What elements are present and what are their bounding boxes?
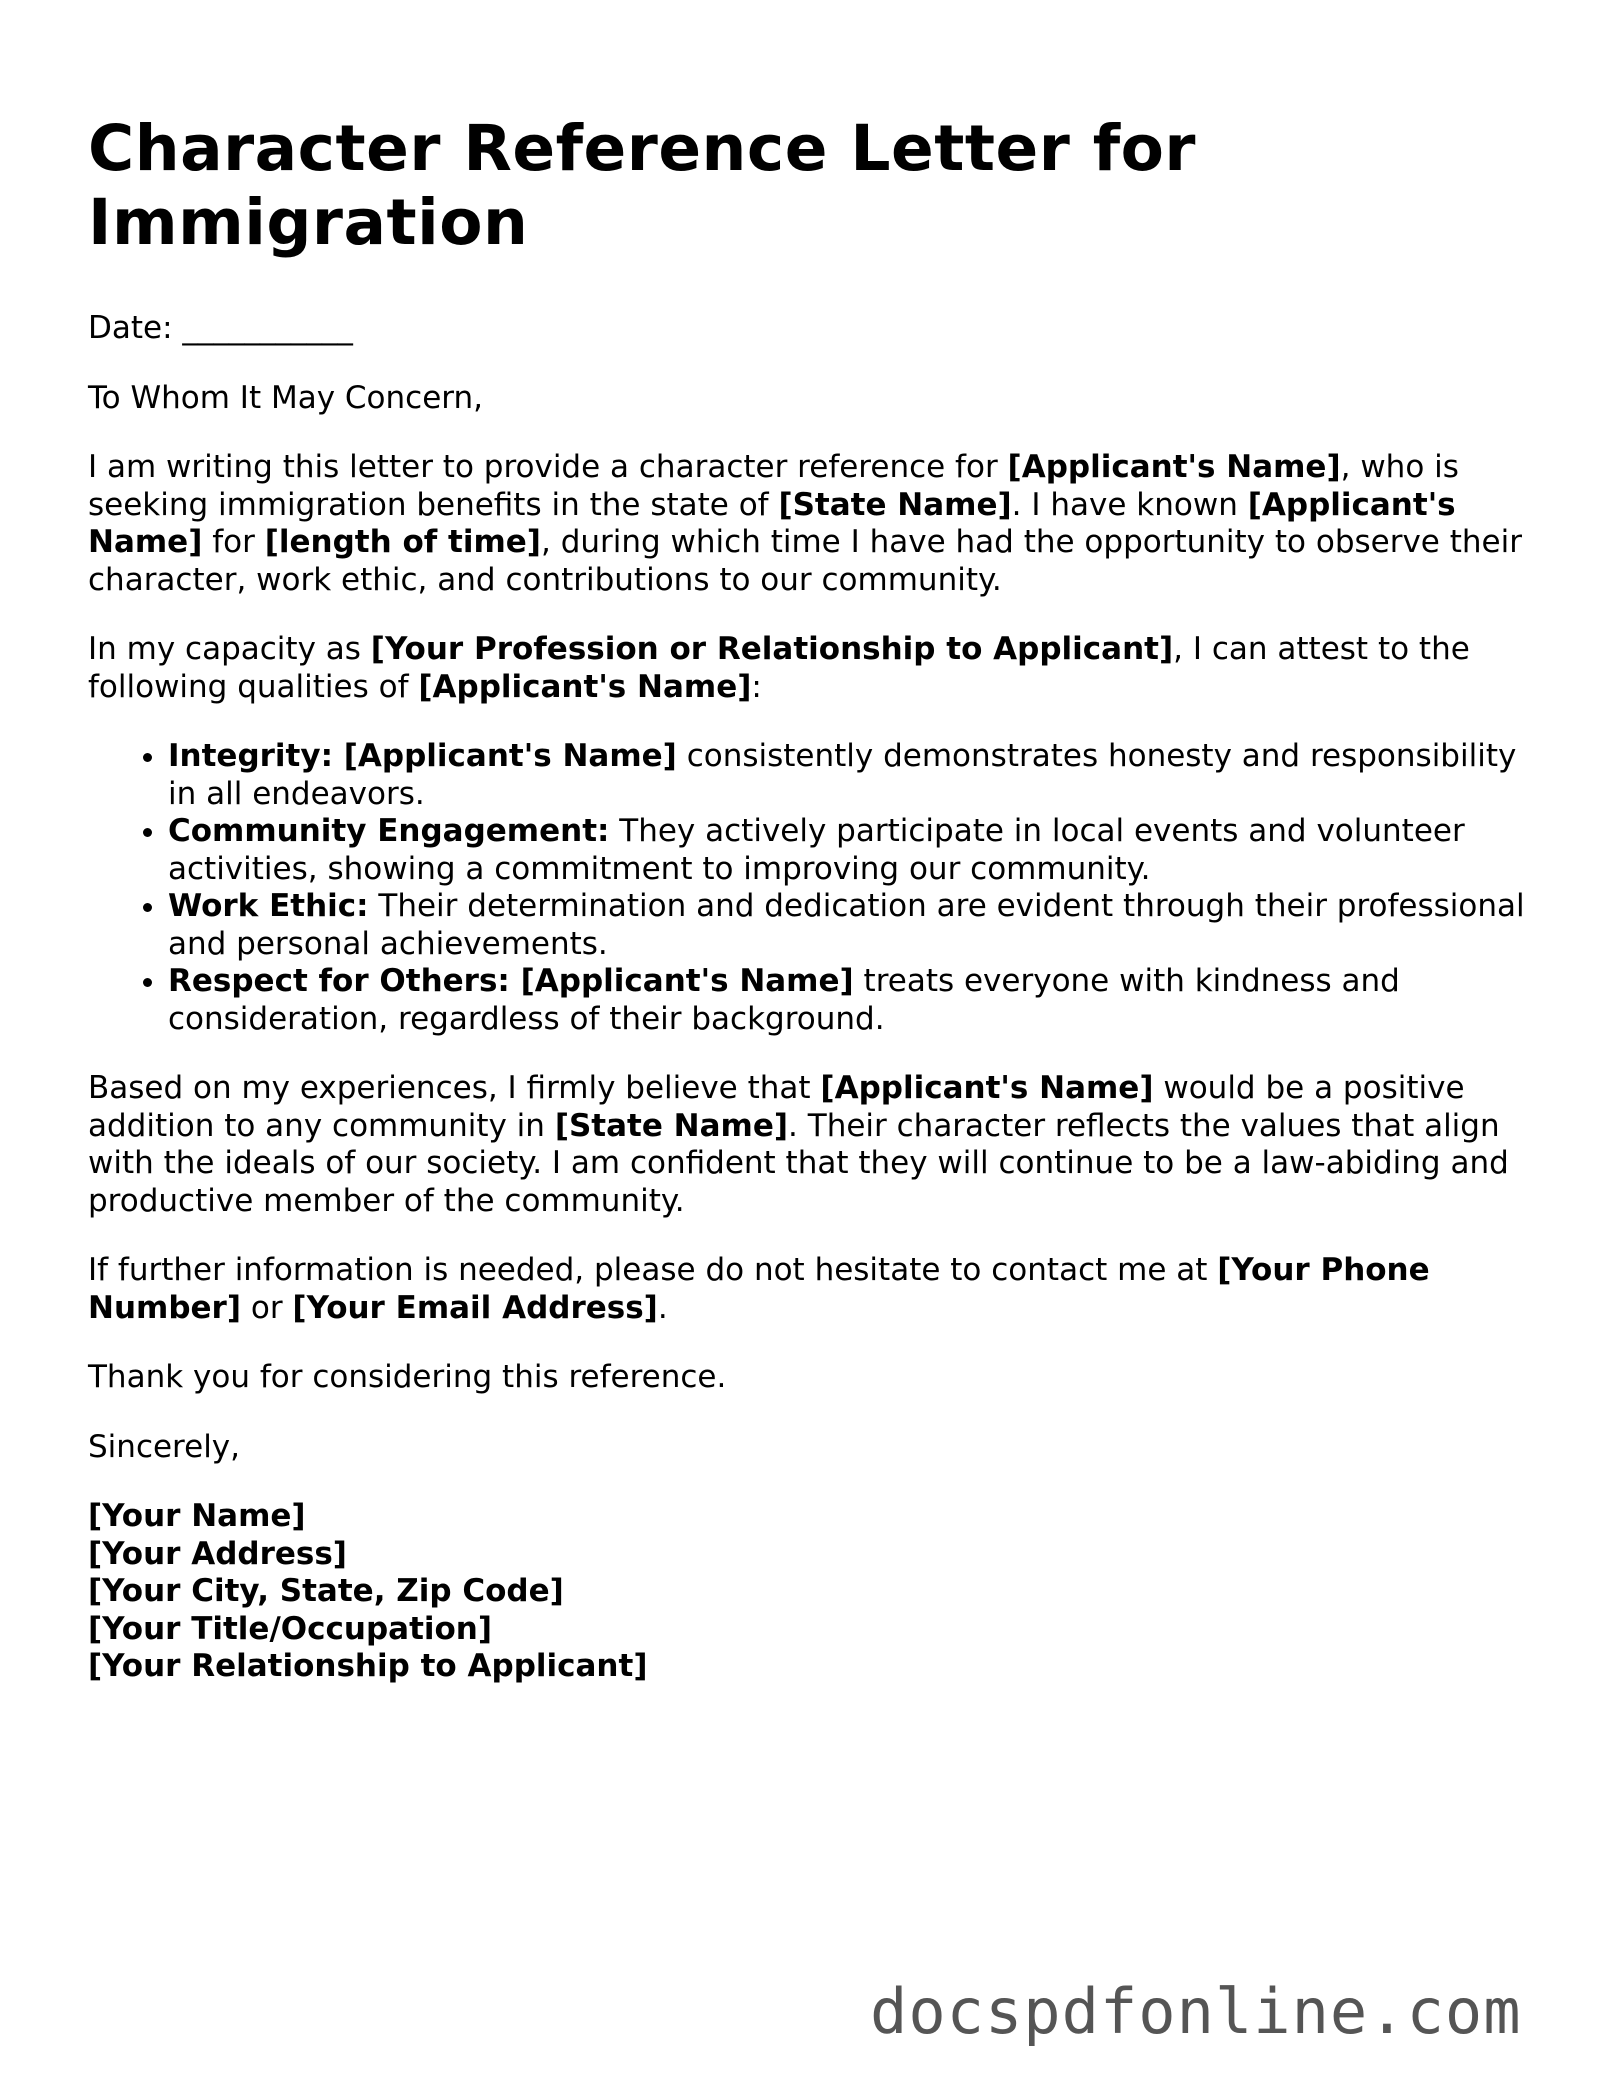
capacity-paragraph: In my capacity as [Your Profession or Relationship to Applicant], I can attest to the following qualities of [Applicant's Name]: xyxy=(88,631,1470,705)
closing-line: Sincerely, xyxy=(88,1428,241,1465)
placeholder-applicant-name: [Applicant's Name] xyxy=(88,486,1456,560)
qualities-list xyxy=(88,738,1528,1038)
letter-document xyxy=(88,112,1528,1686)
thanks-line: Thank you for considering this reference. xyxy=(88,1359,727,1395)
placeholder-state-name: [State Name] xyxy=(778,486,1012,523)
placeholder-length-of-time: [length of time] xyxy=(264,524,541,560)
signature-relationship: [Your Relationship to Applicant] xyxy=(88,1648,648,1684)
signature-city-state-zip: [Your City, State, Zip Code] xyxy=(88,1573,564,1609)
signature-name: [Your Name] xyxy=(88,1498,306,1534)
placeholder-profession: [Your Profession or Relationship to Applicant] xyxy=(370,631,1174,667)
placeholder-state-name: [State Name] xyxy=(554,1107,789,1144)
signature-block xyxy=(88,1498,1528,1686)
list-item: • Respect for Others: [Applicant's Name] treats everyone with kindness and consideration, regardless of their background. xyxy=(168,963,1528,1038)
list-item: • Integrity: [Applicant's Name] consistently demonstrates honesty and responsibility in all endeavors. xyxy=(168,738,1528,813)
placeholder-applicant-name: [Applicant's Name] xyxy=(418,668,752,705)
page-title: Character Reference Letter for Immigration xyxy=(88,112,1196,259)
intro-paragraph: I am writing this letter to provide a character reference for [Applicant's Name], who is seeking immigration benefits in the state of [State Name]. I have known [Applicant's Name] for [length of time], during which time I have had the opportunity to observe their character, work ethic, and contributions to our community. xyxy=(88,449,1522,598)
watermark: docspdfonline.com xyxy=(870,1975,1522,2048)
salutation: To Whom It May Concern, xyxy=(88,379,483,416)
list-item: • Work Ethic: Their determination and dedication are evident through their professional and personal achievements. xyxy=(168,888,1528,963)
contact-paragraph: If further information is needed, please do not hesitate to contact me at [Your Phone Number] or [Your Email Address]. xyxy=(88,1252,1430,1326)
signature-address: [Your Address] xyxy=(88,1535,347,1572)
placeholder-applicant-name: [Applicant's Name] xyxy=(1007,449,1341,485)
date-line: Date: ___________ xyxy=(88,310,353,346)
placeholder-email: [Your Email Address] xyxy=(292,1289,658,1326)
list-item: • Community Engagement: They actively participate in local events and volunteer activities, showing a commitment to improving our community. xyxy=(168,813,1528,888)
placeholder-phone: [Your Phone Number] xyxy=(88,1252,1430,1326)
signature-title: [Your Title/Occupation] xyxy=(88,1610,493,1647)
placeholder-applicant-name: [Applicant's Name] xyxy=(820,1070,1154,1106)
belief-paragraph: Based on my experiences, I firmly believe that [Applicant's Name] would be a positive addition to any community in [State Name]. Their character reflects the values that align with the ideals of our society. I am confident that they will continue to be a law-abiding and productive member of the community. xyxy=(88,1070,1509,1219)
